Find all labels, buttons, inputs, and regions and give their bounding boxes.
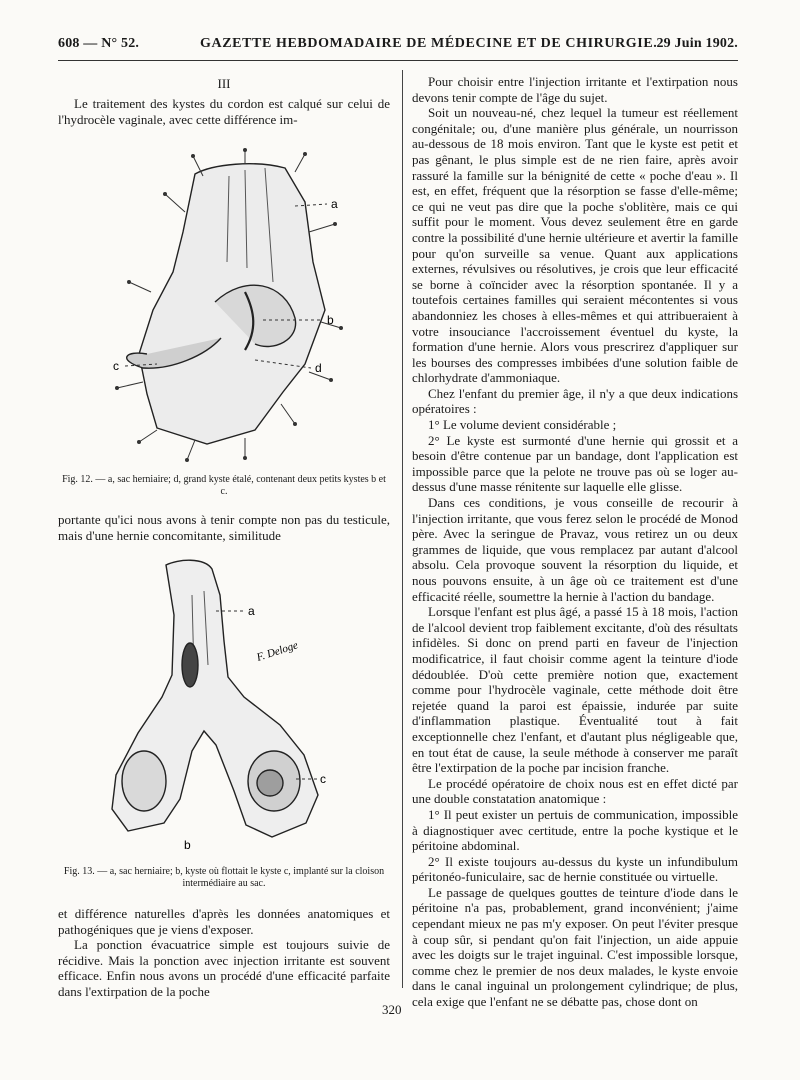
right-paragraph-2: Soit un nouveau-né, chez lequel la tumeur est réellement congénitale; ou, d'une manière plus générale, un nourrisson au-dessous de 18 mois environ. Tant que le kyste est petit et pas gênant, le plus simple est de ne rien faire, après avoir rassuré la famille sur la bénignité de cette « poche d'eau ». Il est, en effet, fréquent que la résorption se fasse d'elle-même; ce qui ne veut pas dire que la poche s'oblitère, mais ce qui suffit pour le moment. Vous devez seulement être en garde contre la possibilité d'une hernie ultérieure et avertir la famille pour qu'on surveille sa venue. Quant aux applications externes, révulsives ou résolutives, je crois que leur efficacité se borne à coïncider avec la résorption spontanée. Il y a toutefois certaines familles qui seraient mécontentes si vous abandonniez les choses à elles-mêmes et qui attribueraient à votre insouciance l'accroissement éventuel du kyste, la formation d'une hernie. Alors vous prescrirez d'appliquer sur les bourses des compresses imbibées d'une solution faible de chlorhydrate d'ammoniaque. [412, 105, 738, 386]
right-paragraph-7: Le passage de quelques gouttes de teinture d'iode dans le péritoine n'a pas, probablement, grand inconvénient; j'aime cependant mieux ne pas m'y exposer. On peut l'éviter presque à coup sûr, si pendant qu'on fait l'injection, un aide appuie avec les doigts sur le trajet inguinal. C'est impossible lorsque, comme chez le premier de nos deux malades, le kyste envoie dans le canal inguinal un prolongement cylindrique; de plus, cela exige que l'enfant ne se débatte pas, chose dont on [412, 884, 738, 1010]
header-journal-title: GAZETTE HEBDOMADAIRE DE MÉDECINE ET DE CHIRURGIE. [200, 36, 658, 51]
header-rule [58, 60, 738, 61]
right-paragraph-3: Chez l'enfant du premier âge, il n'y a que deux indications opératoires : [412, 385, 738, 417]
right-paragraph-1: Pour choisir entre l'injection irritante et l'extirpation nous devons tenir compte de l'âge du sujet. [412, 74, 738, 105]
right-paragraph-5: Lorsque l'enfant est plus âgé, a passé 15 à 18 mois, l'action de l'alcool devient trop faiblement excitante, d'où des résultats infidèles. Si donc on prend parti en faveur de l'injection modificatrice, il faut choisir comme agent la teinture d'iode dédoublée. D'où cette première notion que, exactement comme pour l'hydrocèle vaginale, cette méthode doit être rejetée quand la paroi est épaissie, indurée par suite d'inflammation plastique. Éventualité tout à fait exceptionnelle chez l'enfant, et d'autant plus négligeable que, en tout état de cause, la seule méthode à conserver me paraît être l'extirpation de la poche par incision franche. [412, 604, 738, 776]
figure-13-caption: Fig. 13. — a, sac herniaire; b, kyste où flottait le kyste c, implanté sur la cloison intermédiaire au sac. [63, 866, 385, 889]
figure-13-label-b: b [184, 838, 191, 852]
figure-12-caption: Fig. 12. — a, sac herniaire; d, grand kyste étalé, contenant deux petits kystes b et c. [62, 474, 386, 497]
right-paragraph-4: Dans ces conditions, je vous conseille de recourir à l'injection irritante, que vous ferez selon le procédé de Monod père. Avec la seringue de Pravaz, vous retirez un ou deux grammes de liquide, que vous remplacez par autant d'alcool absolu. Cela provoque souvent la résorption du liquide, et nous pouvons ensuite, à un âge où ce traitement est d'une efficacité réelle, soumettre la hernie à l'action du bandage. [412, 495, 738, 604]
right-column [412, 74, 738, 1010]
right-paragraph-6: Le procédé opératoire de choix nous est en effet dicté par une double constatation anatomique : [412, 775, 738, 807]
section-number: III [217, 76, 231, 91]
figure-12-label-c: c [113, 359, 119, 373]
right-list-item-1: 1° Le volume devient considérable ; [428, 417, 617, 433]
right-list-item-4: 2° Il existe toujours au-dessus du kyste un infundibulum péritonéo-funiculaire, sac de hernie constituée ou virtuelle. [412, 853, 738, 885]
figure-13-illustration [108, 555, 358, 855]
left-paragraph-3: et différence naturelles d'après les données anatomiques et pathogéniques que je viens d'exposer. [58, 906, 390, 937]
figure-12-illustration [95, 142, 370, 470]
right-list-item-3: 1° Il peut exister un pertuis de communication, impossible à diagnostiquer avec certitude, entre la poche kystique et le péritoine abdominal. [412, 806, 738, 854]
left-paragraph-4: La ponction évacuatrice simple est toujours suivie de récidive. Mais la ponction avec injection irritante est souvent efficace. Enfin nous avons un procédé d'une efficacité parfaite dans l'extirpation de la poche [58, 937, 390, 999]
page-number: 320 [382, 1002, 402, 1017]
figure-12-label-b: b [327, 313, 334, 327]
right-list-item-2: 2° Le kyste est surmonté d'une hernie qui grossit et a besoin d'être contenue par un bandage, dont l'application est impossible parce que la pelote ne trouve pas où se loger au-dessus d'une masse rénitente sur laquelle elle glisse. [412, 432, 738, 495]
figure-13-label-c: c [320, 772, 326, 786]
figure-13-label-a: a [248, 604, 255, 618]
header-date: 29 Juin 1902. [656, 36, 738, 51]
column-rule [402, 70, 403, 988]
header-page-issue: 608 — N° 52. [58, 36, 140, 51]
left-paragraph-2: portante qu'ici nous avons à tenir compte non pas du testicule, mais d'une hernie concomitante, similitude [58, 512, 390, 543]
figure-13-signature: F. Deloge [255, 639, 300, 664]
figure-12-label-d: d [315, 361, 322, 375]
left-paragraph-1: Le traitement des kystes du cordon est calqué sur celui de l'hydrocèle vaginale, avec cette différence im- [58, 96, 390, 127]
running-header [58, 36, 738, 56]
figure-12-label-a: a [331, 197, 338, 211]
